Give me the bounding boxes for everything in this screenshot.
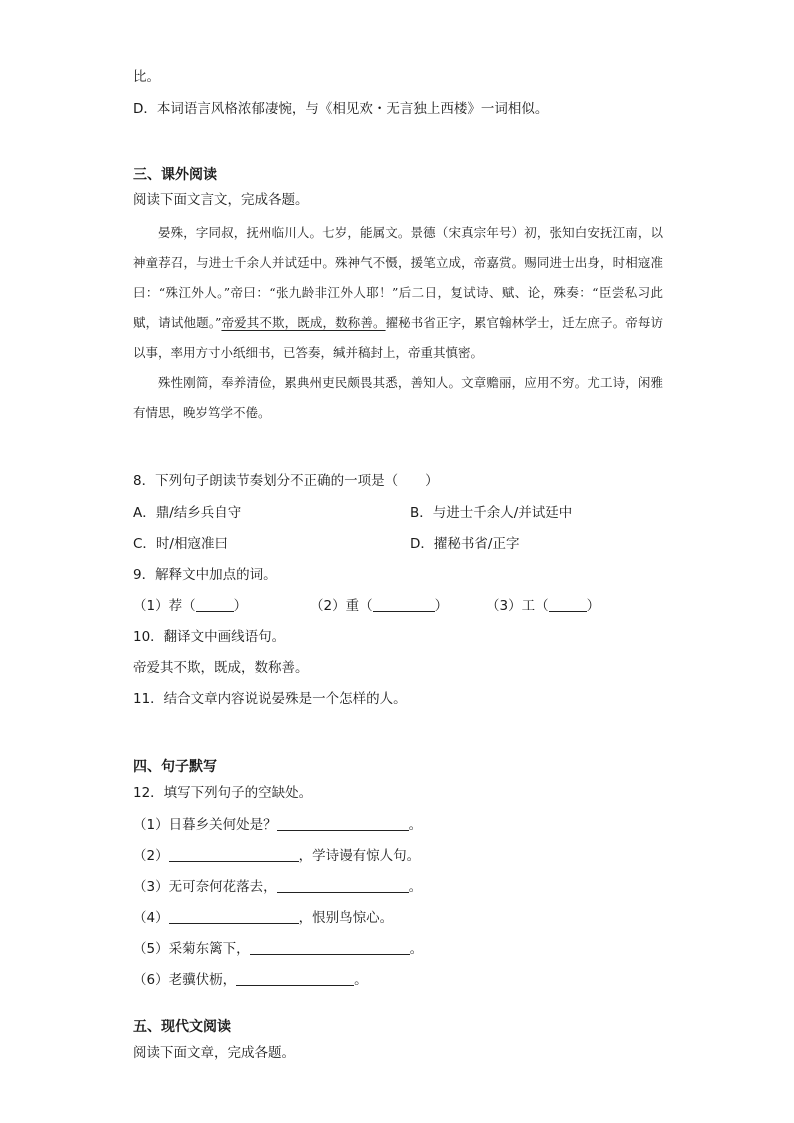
- question-9: 9．解释文中加点的词。: [133, 567, 277, 583]
- section-instruction-5: 阅读下面文章，完成各题。: [133, 1045, 295, 1061]
- fill-pre: （2）: [133, 848, 169, 864]
- q9-label: （3）工（: [486, 598, 549, 614]
- passage-paragraph-2: 殊性刚简，奉养清俭，累典州吏民颇畏其悉，善知人。文章赡丽，应用不穷。尤工诗，闲雅有情思，晚岁笃学不倦。: [133, 375, 663, 420]
- passage-paragraph-1: [133, 218, 663, 368]
- answer-blank[interactable]: [250, 940, 410, 955]
- q9-close: ）: [434, 598, 449, 614]
- fill-post: ，恨别鸟惊心。: [298, 910, 394, 926]
- option-d: D．本词语言风格浓郁凄惋，与《相见欢・无言独上西楼》一词相似。: [133, 101, 549, 117]
- classical-passage: [133, 218, 663, 428]
- question-12: 12．填写下列句子的空缺处。: [133, 785, 313, 801]
- answer-blank[interactable]: [169, 909, 299, 924]
- section-heading-3: 三、课外阅读: [133, 167, 217, 183]
- fill-post: 。: [354, 972, 368, 988]
- fill-post: ，学诗谩有惊人句。: [298, 848, 421, 864]
- q9-close: ）: [233, 598, 248, 614]
- fill-item-6: [133, 971, 368, 989]
- fill-pre: （1）日暮乡关何处是？: [133, 817, 277, 833]
- q9-label: （2）重（: [310, 598, 373, 614]
- passage-text: 晏殊，字同叔，抚州临川人。七岁，能属文。景德（宋真宗年号）初，张知白安抚江南，以神童荐召，与进士千余人并试廷中。殊神气不慑，援笔立成，帝嘉赏。赐同进士出身，时相寇准曰：“殊江外人。”帝曰：“张九龄非江外人耶！”后二日，复试诗、赋、论，殊奏：“臣尝私习此赋，请试他题。”: [133, 225, 663, 330]
- q8-option-a: A．鼎/结乡兵自守: [133, 505, 242, 521]
- fill-pre: （3）无可奈何花落去，: [133, 879, 277, 895]
- fill-item-3: [133, 878, 422, 896]
- fill-pre: （4）: [133, 910, 169, 926]
- fill-item-5: [133, 940, 423, 958]
- section-heading-4: 四、句子默写: [133, 759, 217, 775]
- answer-blank[interactable]: [236, 971, 354, 986]
- question-11: 11．结合文章内容说说晏殊是一个怎样的人。: [133, 691, 407, 707]
- fill-post: 。: [408, 817, 423, 833]
- answer-blank[interactable]: [169, 847, 299, 862]
- answer-blank[interactable]: [549, 597, 587, 612]
- passage-text: 擢秘书省正字，累官翰林学士，迁左庶子。帝每访以事，率用方寸小纸细书，已答奏，缄并稿封上，帝重其慎密。: [133, 315, 663, 360]
- fill-item-4: [133, 909, 393, 927]
- answer-blank[interactable]: [277, 878, 409, 893]
- continued-text: 比。: [133, 69, 160, 85]
- fill-item-2: [133, 847, 420, 865]
- fill-post: 。: [408, 879, 423, 895]
- q8-option-d: D．擢秘书省/正字: [410, 536, 520, 552]
- q10-sentence: 帝爱其不欺，既成，数称善。: [133, 660, 309, 676]
- question-8: 8．下列句子朗读节奏划分不正确的一项是（ ）: [133, 473, 439, 489]
- question-10: 10．翻译文中画线语句。: [133, 629, 286, 645]
- q9-item-3: [486, 597, 600, 615]
- answer-blank[interactable]: [277, 816, 409, 831]
- underlined-sentence: 帝爱其不欺，既成，数称善。: [221, 315, 386, 330]
- fill-pre: （6）老骥伏枥，: [133, 972, 237, 988]
- q9-item-1: [133, 597, 247, 615]
- section-instruction-3: 阅读下面文言文，完成各题。: [133, 192, 309, 208]
- answer-blank[interactable]: [373, 597, 435, 612]
- q9-item-2: [310, 597, 448, 615]
- q9-close: ）: [586, 598, 601, 614]
- answer-blank[interactable]: [196, 597, 234, 612]
- q8-option-c: C．时/相寇准曰: [133, 536, 228, 552]
- fill-item-1: [133, 816, 422, 834]
- q8-option-b: B．与进士千余人/并试廷中: [410, 505, 573, 521]
- q9-label: （1）荐（: [133, 598, 196, 614]
- fill-post: 。: [409, 941, 424, 957]
- fill-pre: （5）采菊东篱下，: [133, 941, 250, 957]
- section-heading-5: 五、现代文阅读: [133, 1019, 231, 1035]
